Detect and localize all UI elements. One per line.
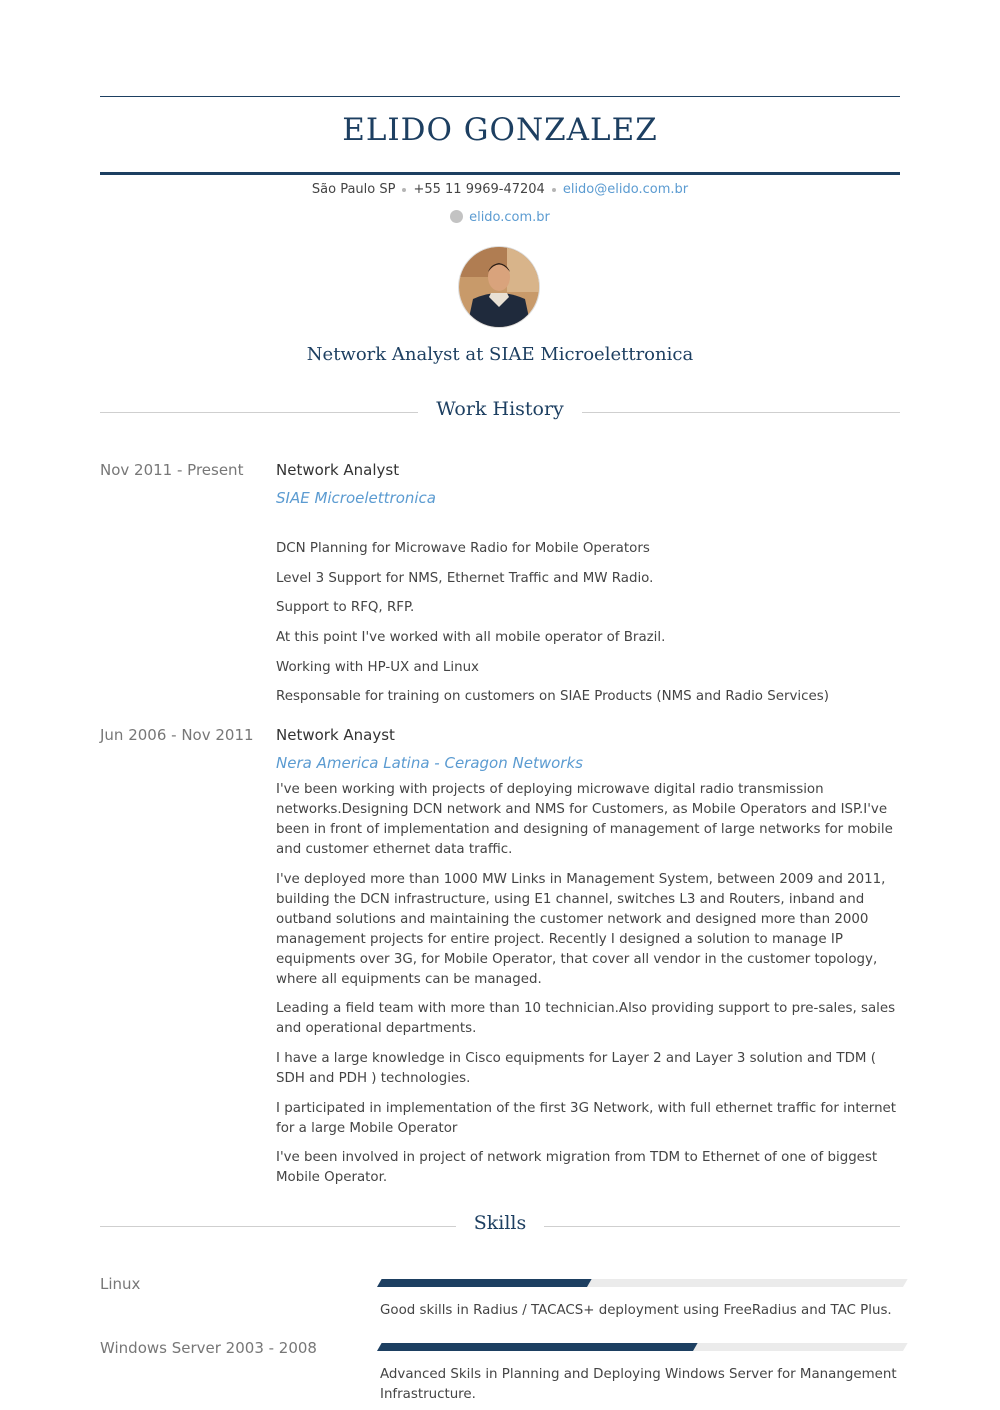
section-title: Skills	[473, 1212, 527, 1234]
job-title: Network Anayst	[276, 726, 395, 744]
skill-description: Advanced Skils in Planning and Deploying Windows Server for Manangement Infrastructure.	[380, 1367, 897, 1402]
section-divider	[544, 1226, 900, 1227]
skill-name: Linux	[100, 1275, 141, 1293]
work-history-header	[100, 396, 900, 426]
email-link[interactable]: elido@elido.com.br	[562, 182, 689, 197]
skill-level-fill	[377, 1279, 592, 1287]
job-description-line: DCN Planning for Microwave Radio for Mobile Operators	[276, 541, 650, 556]
job-description-paragraph: Leading a field team with more than 10 technician.Also providing support to pre-sales, sales and operational departments.	[276, 1001, 896, 1036]
job-description-paragraph: I participated in implementation of the first 3G Network, with full ethernet traffic for internet for a large Mobile Operator	[276, 1101, 897, 1136]
job-description-paragraph: I've been involved in project of network migration from TDM to Ethernet of one of biggest Mobile Operator.	[276, 1150, 878, 1185]
company-name: Nera America Latina - Ceragon Networks	[276, 754, 583, 772]
contact-line	[100, 182, 900, 197]
separator-dot-icon	[552, 188, 556, 192]
job-dates: Nov 2011 - Present	[100, 461, 244, 479]
job-description-line: Support to RFQ, RFP.	[276, 600, 415, 615]
skill-level-bar	[377, 1343, 908, 1351]
professional-headline: Network Analyst at SIAE Microelettronica	[306, 344, 694, 365]
company-name: SIAE Microelettronica	[276, 489, 436, 507]
job-title: Network Analyst	[276, 461, 400, 479]
profile-photo	[459, 247, 539, 327]
job-description-line: Level 3 Support for NMS, Ethernet Traffic and MW Radio.	[276, 571, 654, 586]
website-line	[100, 210, 900, 225]
phone-text: +55 11 9969-47204	[413, 182, 545, 197]
job-description-paragraph: I've been working with projects of deploying microwave digital radio transmission networks.Designing DCN network and NMS for Customers, as Mobile Operators and ISP.I've been in front of implementation and designing of management of large networks for mobile and customer ethernet data traffic.	[276, 782, 893, 857]
skill-level-bar	[377, 1279, 908, 1287]
candidate-name: ELIDO GONZALEZ	[342, 112, 658, 148]
skill-level-fill	[377, 1343, 697, 1351]
website-link[interactable]: elido.com.br	[469, 210, 550, 225]
skill-name: Windows Server 2003 - 2008	[100, 1339, 317, 1357]
job-description-paragraph: I have a large knowledge in Cisco equipments for Layer 2 and Layer 3 solution and TDM ( SDH and PDH ) technologies.	[276, 1051, 876, 1086]
job-description-paragraph: I've deployed more than 1000 MW Links in Management System, between 2009 and 2011, building the DCN infrastructure, using E1 channel, switches L3 and Routers, inband and outband solutions and maintaining the customer network and designed more than 2000 management projects for entire project. Recently I designed a solution to manage IP equipments over 3G, for Mobile Operator, that cover all vendor in the customer topology, where all equipments can be managed.	[276, 872, 886, 987]
skill-description: Good skills in Radius / TACACS+ deployment using FreeRadius and TAC Plus.	[380, 1303, 892, 1318]
job-description-line: At this point I've worked with all mobile operator of Brazil.	[276, 630, 666, 645]
job-dates: Jun 2006 - Nov 2011	[100, 726, 254, 744]
section-divider	[582, 412, 900, 413]
location-text: São Paulo SP	[311, 182, 396, 197]
skills-header	[100, 1210, 900, 1240]
separator-dot-icon	[402, 188, 406, 192]
job-description-line: Working with HP-UX and Linux	[276, 660, 479, 675]
header-bottom-rule	[100, 172, 900, 175]
header-top-rule	[100, 96, 900, 97]
job-description-line: Responsable for training on customers on SIAE Products (NMS and Radio Services)	[276, 689, 829, 704]
globe-icon	[450, 210, 463, 223]
avatar	[459, 247, 539, 327]
section-title: Work History	[436, 398, 564, 420]
